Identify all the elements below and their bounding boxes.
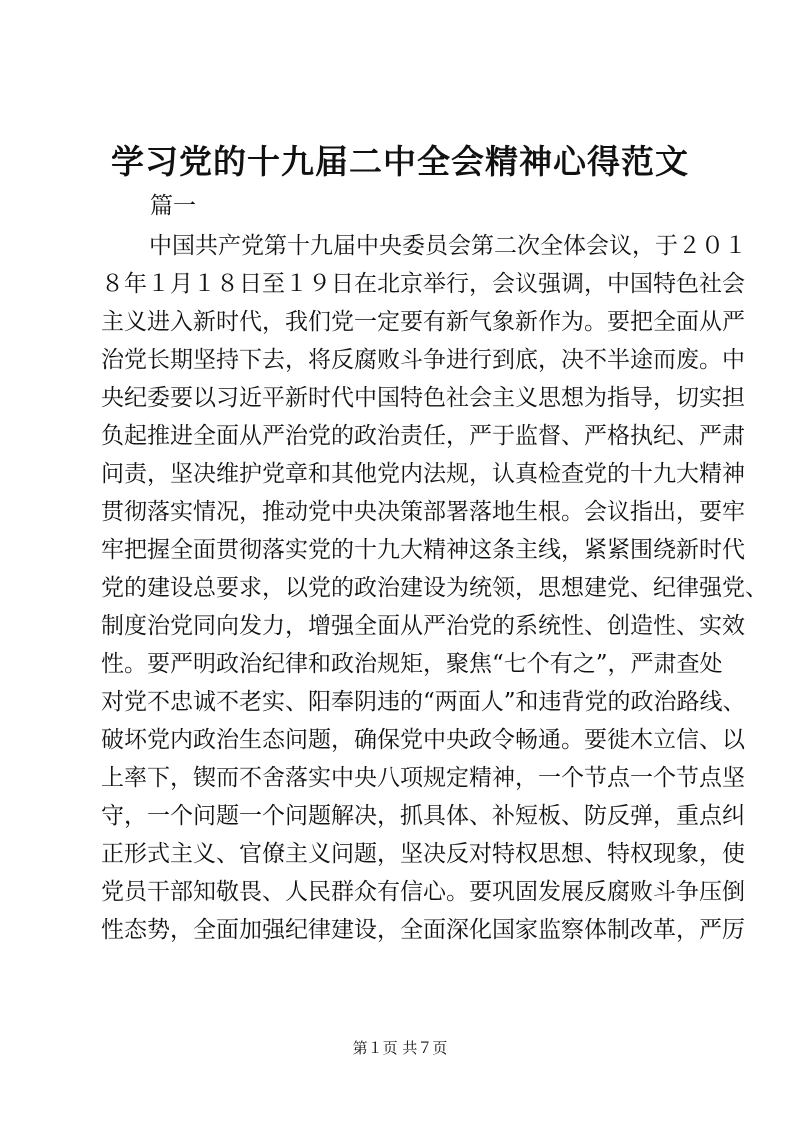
- paragraph-line: 问责，坚决维护党章和其他党内法规，认真检查党的十九大精神: [101, 461, 745, 487]
- paragraph-line: 主义进入新时代，我们党一定要有新气象新作为。要把全面从严: [101, 309, 745, 335]
- paragraph-line: 上率下，锲而不舍落实中央八项规定精神，一个节点一个节点坚: [101, 765, 745, 791]
- paragraph-line: 性态势，全面加强纪律建设，全面深化国家监察体制改革，严厉: [101, 917, 745, 943]
- paragraph-line: ８年１月１８日至１９日在北京举行，会议强调，中国特色社会: [101, 271, 745, 297]
- page-number-footer: 第１页 共７页: [352, 1039, 448, 1057]
- paragraph-line: 治党长期坚持下去，将反腐败斗争进行到底，决不半途而废。中: [101, 347, 745, 373]
- paragraph-line: 正形式主义、官僚主义问题，坚决反对特权思想、特权现象，使: [101, 841, 745, 867]
- paragraph-line: 负起推进全面从严治党的政治责任，严于监督、严格执纪、严肃: [101, 423, 745, 449]
- paragraph-line: 守，一个问题一个问题解决，抓具体、补短板、防反弹，重点纠: [101, 803, 745, 829]
- paragraph-line: 中国共产党第十九届中央委员会第二次全体会议，于２０１: [149, 233, 747, 259]
- paragraph-line: 对党不忠诚不老实、阳奉阴违的“两面人”和违背党的政治路线、: [101, 689, 746, 715]
- paragraph-line: 性。要严明政治纪律和政治规矩，聚焦“七个有之”，严肃查处: [101, 651, 723, 677]
- paragraph-line: 央纪委要以习近平新时代中国特色社会主义思想为指导，切实担: [101, 385, 745, 411]
- document-title: 学习党的十九届二中全会精神心得范文: [111, 142, 689, 181]
- paragraph-line: 制度治党同向发力，增强全面从严治党的系统性、创造性、实效: [101, 613, 745, 639]
- body-paragraph: [101, 227, 768, 949]
- paragraph-line: 贯彻落实情况，推动党中央决策部署落地生根。会议指出，要牢: [101, 499, 745, 525]
- section-label: 篇一: [150, 193, 196, 219]
- paragraph-line: 破坏党内政治生态问题，确保党中央政令畅通。要徙木立信、以: [101, 727, 745, 753]
- paragraph-line: 党的建设总要求，以党的政治建设为统领，思想建党、纪律强党、: [101, 575, 768, 601]
- paragraph-line: 牢把握全面贯彻落实党的十九大精神这条主线，紧紧围绕新时代: [101, 537, 745, 563]
- paragraph-line: 党员干部知敬畏、人民群众有信心。要巩固发展反腐败斗争压倒: [101, 879, 745, 905]
